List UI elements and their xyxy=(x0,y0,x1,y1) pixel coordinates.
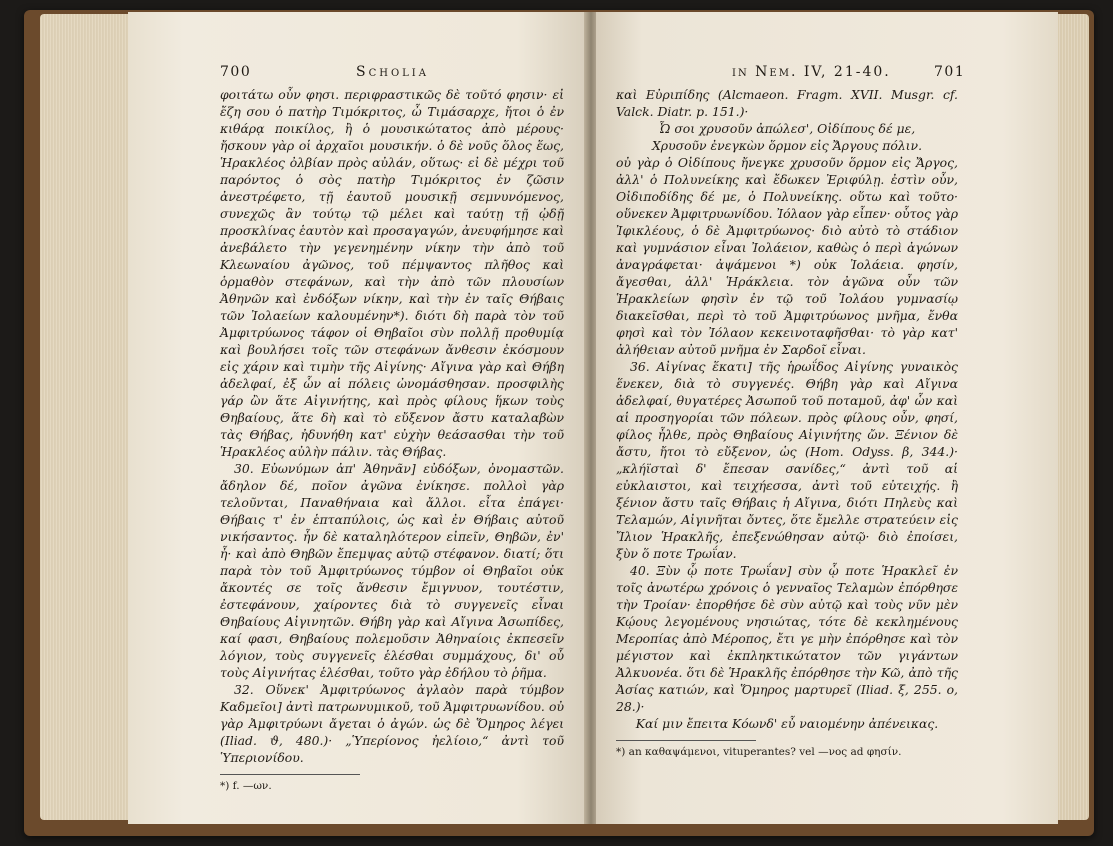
left-page xyxy=(128,12,586,824)
right-paragraph-2: οὐ γὰρ ὁ Οἰδίπους ἤνεγκε χρυσοῦν ὅρμον εἰς Ἄργος, ἀλλ' ὁ Πολυνείκης καὶ ἔδωκεν Ἐριφύλῃ. ἐστὶν οὖν, Οἰδιποδίδης δέ με, ὁ Πολυνείκης. οὕτω καὶ τοῦτο· οὕνεκεν Ἀμφιτρυωνίδου. Ἰόλαον γὰρ εἶπεν· οὗτος γὰρ Ἰφικλέους, ὁ δὲ Ἀμφιτρύωνος· διὸ αὐτὸ τὸ στάδιον καὶ γυμνάσιον εἶναι Ἰολάειον, καθὼς ὁ περὶ ἀγώνων ἀναγράφεται· ἀψάμενοι *) οὐκ Ἰολάεια. φησίν, ἄγεσθαι, ἀλλ' Ἡράκλεια. τὸν ἀγῶνα οὖν τῶν Ἡρακλείων φησὶν ἐν τῷ τοῦ Ἰολάου γυμνασίῳ διακεῖσθαι, περὶ τὸ τοῦ Ἀμφιτρύωνος μνῆμα, ἔνθα φησὶ καὶ τὸν Ἰόλαον κεκεινοταφῆσθαι· τὸ γὰρ κατ' ἀλήθειαν αὐτοῦ μνῆμα ἐν Σαρδοῖ εἶναι. xyxy=(616,155,958,357)
left-running-title: Scholia xyxy=(356,64,429,80)
left-footnote: *) f. —ων. xyxy=(220,780,272,792)
footnote-rule xyxy=(220,774,360,775)
right-page xyxy=(596,12,1058,824)
right-page-number: 701 xyxy=(934,64,966,80)
right-footnote: *) an καθαψάμενοι, vituperantes? vel —νος ad φησίν. xyxy=(616,746,902,758)
right-paragraph-1: καὶ Εὐριπίδης (Alcmaeon. Fragm. XVII. Musgr. cf. Valck. Diatr. p. 151.)· xyxy=(616,87,958,119)
left-paragraph-3: 32. Οὕνεκ' Ἀμφιτρύωνος ἀγλαὸν παρὰ τύμβον Καδμεῖοι] ἀντὶ πατρωνυμικοῦ, τοῦ Ἀμφιτρυωνίδου. οὐ γὰρ Ἀμφιτρύωνι ἄγεται ὁ ἀγών. ὡς δὲ Ὅμηρος λέγει (Iliad. ϑ, 480.)· „Ὑπερίονος ἠελίοιο,“ ἀντὶ τοῦ Ὑπεριονίδου. xyxy=(220,682,564,765)
right-footnote-rule xyxy=(616,740,756,741)
page-edges-left xyxy=(40,14,132,820)
right-running-title: in Nem. IV, 21-40. xyxy=(732,64,891,80)
right-body-text xyxy=(616,86,958,759)
right-verse-2: Χρυσοῦν ἐνεγκὼν ὅρμον εἰς Ἄργους πόλιν. xyxy=(651,138,923,153)
left-paragraph-2: 30. Εὐωνύμων ἀπ' Ἀθηνᾶν] εὐδόξων, ὀνομαστῶν. ἄδηλον δέ, ποῖον ἀγῶνα ἐνίκησε. πολλοὶ γὰρ τελοῦνται, Παναθήναια καὶ ἄλλοι. εἶτα ἐπάγει· Θήβαις τ' ἐν ἑπταπύλοις, ὡς καὶ ἐν Θήβαις αὐτοῦ νικήσαντος. ἦν δὲ καταληλότερον εἰπεῖν, Θηβῶν, ἐν' ἦ· καὶ ἀπὸ Θηβῶν ἔπεμψας αὐτῷ στέφανον. διατί; ὅτι παρὰ τὸν τοῦ Ἀμφιτρύωνος τύμβον οἱ Θηβαῖοι οὐκ ἄκοντές σε τοῖς ἄνθεσιν ἔμιγνυον, τουτέστιν, ἐστεφάνουν, χαίροντες διὰ τὸ συγγενεῖς εἶναι Θηβαίους Αἰγινητῶν. Θήβη γὰρ καὶ Αἴγινα Ἀσωπίδες, καί φασι, Θηβαίους πολεμοῦσιν Ἀθηναίοις ἐκπεσεῖν λόγιον, τοὺς συγγενεῖς ἑλέσθαι συμμάχους, δι' οὗ τοὺς Αἰγινήτας ἑλέσθαι, τοῦτο γὰρ ἐδήλου τὸ ῥῆμα. xyxy=(220,461,564,680)
right-paragraph-4: 40. Ξὺν ᾧ ποτε Τρωΐαν] σὺν ᾧ ποτε Ἡρακλεῖ ἐν τοῖς ἀνωτέρω χρόνοις ὁ γενναῖος Τελαμὼν ἐπόρθησε τὴν Τροίαν· ἐπορθήσε δὲ σὺν αὐτῷ καὶ τοὺς νῦν μὲν Κῴους λεγομένους νησιώτας, τότε δὲ κεκλημένους Μεροπίας ἀπὸ Μέροπος, ἔτι γε μὴν ἐπόρθησε καὶ τὸν μέγιστον καὶ ἐκπληκτικώτατον τῶν γιγάντων Ἀλκυονέα. ὅτι δὲ Ἡρακλῆς ἐπόρθησε τὴν Κῶ, ἀπὸ τῆς Ἀσίας κατιών, καὶ Ὅμηρος μαρτυρεῖ (Iliad. ξ, 255. ο, 28.)· xyxy=(616,563,958,714)
left-body-text xyxy=(220,86,564,793)
right-verse-1: Ὦ σοι χρυσοῦν ἀπώλεσ', Οἰδίπους δέ με, xyxy=(658,121,916,136)
left-page-number: 700 xyxy=(220,64,252,80)
right-paragraph-3: 36. Αἰγίνας ἕκατι] τῆς ἡρωΐδος Αἰγίνης γυναικὸς ἕνεκεν, διὰ τὸ συγγενές. Θήβη γὰρ καὶ Αἴγινα ἀδελφαί, θυγατέρες Ἀσωποῦ τοῦ ποταμοῦ, ἀφ' ὧν καὶ αἱ προσηγορίαι τῶν πόλεων. πρὸς φίλους οὖν, φησί, φίλος ἦλθε, πρὸς Θηβαίους Αἰγινήτης ὤν. Ξένιον δὲ ἄστυ, ἤτοι τὸ εὔξενον, ὡς (Hom. Odyss. β, 344.)· „κλήϊσταὶ δ' ἔπεσαν σανίδες,“ ἀντὶ τοῦ αἱ εὐκλαιστοι, καὶ τειχήεσσα, ἀντὶ τοῦ εὐτειχής. ἢ ξένιον ἄστυ ταῖς Θήβαις ἡ Αἴγινα, διότι Πηλεὺς καὶ Τελαμών, Αἰγινῆται ὄντες, ὅτε ἔμελλε στρατεύειν εἰς Ἴλιον Ἡρακλῆς, ἐπεξενώθησαν αὐτῷ· διὸ ἐποίσει, ξὺν ὅ ποτε Τρωΐαν. xyxy=(616,359,958,561)
page-edges-right xyxy=(1055,14,1089,820)
left-paragraph-1: φοιτάτω οὖν φησι. περιφραστικῶς δὲ τοῦτό φησιν· εἰ ἔζη σου ὁ πατὴρ Τιμόκριτος, ὦ Τιμάσαρχε, ἤτοι ὁ ἐν κιθάρᾳ ποικίλος, ἢ ὁ μουσικώτατος ἀπὸ μέρους· ἤσκουν γὰρ οἱ ἀρχαῖοι μουσικήν. ὁ δὲ νοῦς ὅλος ἕως, Ἡρακλέος ὀλβίαν πρὸς αὐλάν, οὕτως· εἰ δὲ μέχρι τοῦ παρόντος ὁ σὸς πατὴρ Τιμόκριτος ἐν ζῶσιν ἀνεστρέφετο, τῇ ἑαυτοῦ μουσικῇ σεμνυνόμενος, συνεχῶς ἂν τούτῳ τῷ μέλει καὶ ταύτῃ τῇ ᾠδῇ προσκλίνας ἑαυτὸν καὶ προσαγαγών, ἀνευφήμησε καὶ ἀνεβάλετο τὴν γεγενημένην νίκην τὴν ἀπὸ τοῦ Κλεωναίου ἀγῶνος, τοῦ πέμψαντος πλῆθος καὶ ὁρμαθὸν στεφάνων, καὶ τὴν ἀπὸ τῶν πλουσίων Ἀθηνῶν καὶ ἐνδόξων νίκην, καὶ τὴν ἐν ταῖς Θήβαις τῶν Ἰολαείων καλουμένην*). διότι δὴ παρὰ τὸν τοῦ Ἀμφιτρύωνος τάφον οἱ Θηβαῖοι σὺν πολλῇ προθυμίᾳ καὶ βουλήσει τοῖς τῶν στεφάνων ἄνθεσιν ἐκόσμουν εἰς χάριν καὶ τιμὴν τῆς Αἰγίνης· Αἴγινα γὰρ καὶ Θήβη ἀδελφαί, ἐξ ὧν αἱ πόλεις ὠνομάσθησαν. προσφιλὴς γάρ ὢν ἅτε Αἰγινήτης, καὶ πρὸς φίλους ἥκων τοὺς Θηβαίους, ἅτε δὴ καὶ τὸ εὔξενον ἄστυ καταλαβὼν τὰς Θήβας, ἠδυνήθη κατ' εὐχὴν θεάσασθαι τὴν τοῦ Ἡρακλέος αὐλὴν πάλιν. τὰς Θήβας. xyxy=(220,87,564,459)
right-verse-3: Καί μιν ἔπειτα Κόωνδ' εὖ ναιομένην ἀπένεικας. xyxy=(635,716,939,731)
